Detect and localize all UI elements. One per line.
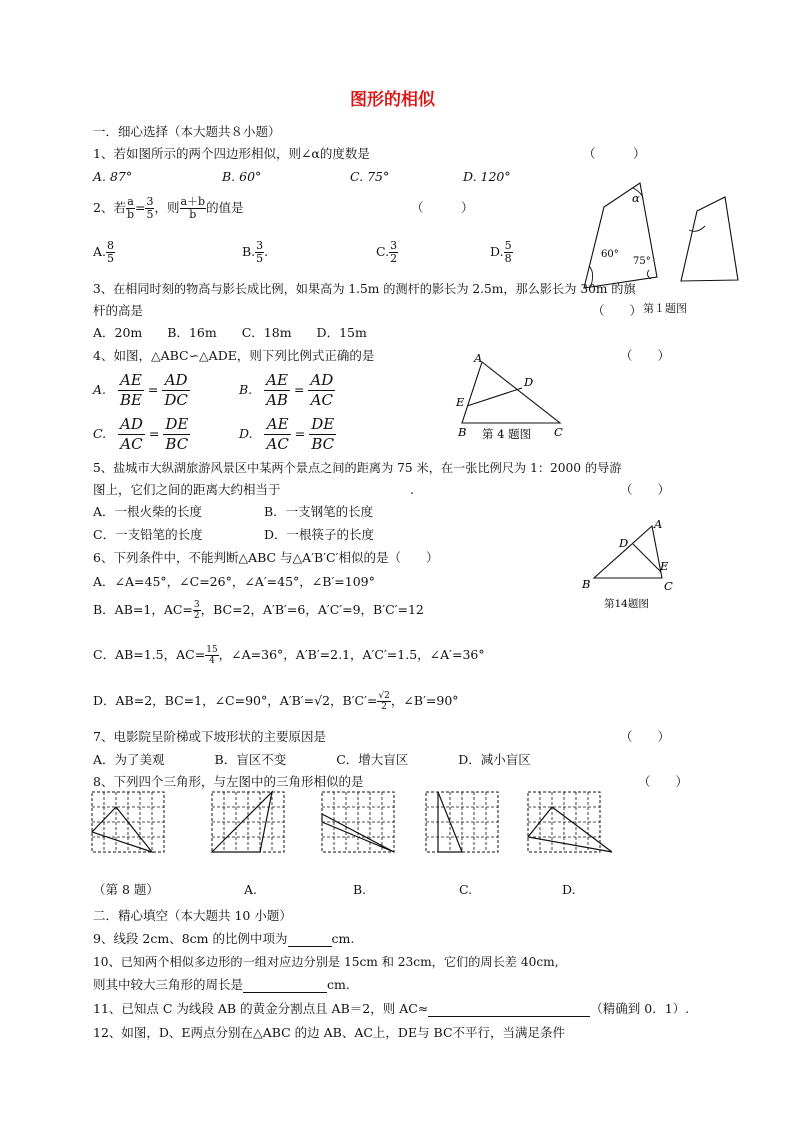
q4-option-d-eq: =	[294, 426, 306, 441]
q4-fig-label-a: A	[474, 351, 483, 365]
q6-option-c-den: 4	[209, 656, 215, 666]
q2-option-a	[93, 237, 115, 267]
q4-fig-label-e: E	[456, 395, 465, 409]
q9-blank[interactable]	[288, 932, 332, 947]
q6-option-c-post: ，∠A=36°，A′B′=2.1，A′C′=1.5，∠A′=36°	[218, 647, 485, 662]
q4-c-left-den: AC	[120, 435, 143, 453]
q8-grid-d	[528, 792, 612, 852]
q4-option-c-label: C.	[93, 426, 107, 441]
q7-answer-bracket: （ ）	[620, 729, 671, 744]
q2-option-a-frac	[106, 240, 115, 265]
q4-option-a-label: A.	[93, 382, 107, 397]
q8-caption-c: C.	[459, 882, 473, 897]
q1-fig-alpha: α	[632, 191, 640, 205]
q8-caption-a: A.	[244, 882, 258, 897]
q10-pre: 则其中较大三角形的周长是	[93, 977, 244, 992]
q3-options: A．20m B．16m C．18m D．15m	[93, 325, 367, 340]
q2-option-a-den: 5	[107, 252, 115, 265]
q7-options: A．为了美观 B．盲区不变 C．增大盲区 D．减小盲区	[93, 752, 531, 767]
q6-option-b	[93, 596, 424, 624]
q4-option-d-left	[264, 415, 290, 454]
q2-option-d-den: 8	[504, 252, 512, 265]
q6-triangle-abc	[594, 526, 662, 578]
q4-a-right-den: DC	[164, 391, 188, 409]
q9-pre: 9、线段 2cm、8cm 的比例中项为	[93, 931, 288, 946]
q4-d-right-num: DE	[311, 415, 335, 433]
q2-frac-ab	[126, 196, 135, 221]
q2-suffix: 的值是	[206, 200, 244, 215]
q2-frac-apb-den: b	[189, 208, 197, 221]
q8-triangle-d	[528, 807, 612, 852]
q1-option-b: B. 60°	[222, 169, 262, 184]
q4-option-d-label: D.	[239, 426, 253, 441]
q4-segment-de	[467, 388, 522, 406]
q8-grid-reference	[92, 792, 164, 852]
q4-a-left-den: BE	[119, 391, 142, 409]
q6-option-d-pre: D．AB=2，BC=1，∠C=90°，A′B′=	[93, 693, 315, 708]
q2-option-c-label: C.	[376, 244, 390, 259]
q6-option-c	[93, 641, 485, 669]
q4-c-right-den: BC	[165, 435, 189, 453]
q8-answer-bracket: （ ）	[638, 774, 689, 789]
q2-option-b-den: 5	[256, 252, 264, 265]
q6-figure	[578, 514, 688, 614]
q10-line2	[93, 977, 350, 993]
q2-option-b-dot: .	[264, 244, 269, 259]
q1-fig-60: 60°	[601, 249, 619, 260]
q1-quadrilateral-large	[584, 183, 657, 288]
q4-option-b-left	[264, 371, 290, 410]
q4-option-c-right	[163, 415, 190, 454]
q6-option-b-frac	[193, 600, 201, 621]
q6-stem: 6、下列条件中，不能判断△ABC 与△A′B′C′相似的是（ ）	[93, 550, 439, 565]
q2-option-c-num: 3	[390, 239, 398, 252]
q1-option-a: A. 87°	[93, 169, 133, 184]
q1-stem: 1、若如图所示的两个四边形相似，则∠α的度数是	[93, 146, 370, 161]
q8-grid-c	[426, 792, 498, 852]
q10-blank[interactable]	[243, 978, 327, 993]
q6-fig-label-e: E	[660, 559, 669, 573]
q9-post: cm.	[331, 931, 355, 946]
q4-figure	[450, 348, 580, 443]
q1-figure-caption: 第１题图	[643, 302, 687, 315]
q2-option-c-den: 2	[390, 252, 398, 265]
q2-option-b	[242, 237, 268, 267]
q2-option-d	[490, 237, 513, 267]
q1-answer-bracket: （ ）	[583, 146, 646, 161]
q5-option-d: D．一根筷子的长度	[264, 527, 375, 542]
q4-option-b	[239, 370, 335, 410]
q2-option-a-label: A.	[93, 244, 107, 259]
q7-stem: 7、电影院呈阶梯或下坡形状的主要原因是	[93, 729, 326, 744]
q6-option-d-mid: ，B′C′=	[330, 693, 378, 708]
q4-option-c-left	[118, 415, 145, 454]
q10-post: cm.	[327, 977, 350, 992]
q4-fig-label-d: D	[524, 375, 534, 389]
q4-option-c	[93, 414, 190, 454]
q4-figure-caption: 第 4 题图	[482, 427, 532, 441]
q6-option-d	[93, 687, 459, 715]
q4-fig-label-b: B	[458, 425, 467, 439]
q4-option-d	[239, 414, 336, 454]
q8-stem: 8、下列四个三角形，与左图中的三角形相似的是	[93, 774, 364, 789]
q6-option-c-num: 15	[206, 645, 218, 655]
q4-d-left-num: AE	[264, 415, 290, 435]
q2-option-b-num: 3	[256, 239, 264, 252]
q6-option-d-den: 2	[381, 702, 388, 712]
q6-figure-caption: 第14题图	[604, 598, 649, 610]
q2-option-d-frac	[504, 240, 513, 265]
q12-line: 12、如图，D、E两点分别在△ABC 的边 AB、AC上，DE与 BC不平行，当满足条件	[93, 1025, 566, 1040]
q8-grids	[90, 790, 620, 858]
q4-b-left-num: AE	[264, 371, 290, 391]
q6-option-b-post: ，BC=2，A′B′=6，A′C′=9，B′C′=12	[200, 602, 424, 617]
q4-b-right-den: AC	[310, 391, 333, 409]
q4-answer-bracket: （ ）	[620, 348, 671, 363]
q4-b-right-num: AD	[310, 371, 334, 389]
q4-option-b-eq: =	[293, 382, 305, 397]
q4-triangle-abc	[462, 362, 560, 423]
q4-option-d-right	[309, 415, 336, 454]
q2-frac-apb	[180, 196, 207, 221]
q8-grid-a	[212, 792, 284, 852]
q6-option-a: A．∠A=45°，∠C=26°，∠A′=45°，∠B′=109°	[93, 574, 375, 589]
q2-then: ，则	[154, 200, 180, 215]
q2-prefix: 2、若	[93, 200, 126, 215]
q8-caption-reference: （第 8 题）	[93, 882, 159, 897]
q4-a-left-num: AE	[118, 371, 144, 391]
q1-fig-75: 75°	[633, 256, 651, 267]
q4-option-b-right	[308, 371, 335, 410]
q4-option-a-left	[118, 371, 144, 410]
page-title: 图形的相似	[350, 90, 435, 110]
q4-stem: 4、如图，△ABC∽△ADE，则下列比例式正确的是	[93, 348, 375, 363]
q2-answer-bracket: （ ）	[411, 200, 474, 215]
q5-answer-bracket: （ ）	[620, 482, 671, 497]
q11-post: （精确到 0．1）.	[590, 1001, 690, 1016]
q6-option-d-num: √2	[378, 691, 390, 701]
q2-option-d-label: D.	[490, 244, 504, 259]
q3-answer-bracket: （ ）	[592, 303, 643, 318]
q11-pre: 11、已知点 C 为线段 AB 的黄金分割点且 AB＝2，则 AC≈	[93, 1001, 429, 1016]
q6-option-c-pre: C．AB=1.5，AC=	[93, 647, 206, 662]
q4-c-right-num: DE	[165, 415, 189, 433]
q4-c-left-num: AD	[120, 415, 143, 433]
q2-option-b-frac	[255, 240, 264, 265]
q6-fig-label-b: B	[582, 577, 591, 591]
q1-option-c: C. 75°	[350, 169, 390, 184]
q4-option-c-eq: =	[148, 426, 160, 441]
q1-small-angle-arc	[689, 226, 705, 231]
q4-option-b-label: B.	[239, 382, 253, 397]
q2-option-c-frac	[389, 240, 398, 265]
q6-fig-label-d: D	[619, 536, 629, 550]
q5-option-b: B．一支钢笔的长度	[264, 504, 374, 519]
q11-line	[93, 1001, 689, 1017]
q6-option-d-post: ，∠B′=90°	[390, 693, 459, 708]
q4-option-a	[93, 370, 190, 410]
q8-caption-b: B.	[353, 882, 367, 897]
q5-dot: .	[410, 482, 414, 497]
q3-line2: 杆的高是	[93, 303, 144, 318]
q8-triangle-reference	[92, 807, 152, 852]
q6-option-b-den: 2	[193, 611, 200, 621]
q4-d-right-den: BC	[311, 435, 335, 453]
q6-fig-label-a: A	[654, 517, 663, 531]
q9-line	[93, 931, 354, 947]
q4-a-right-num: AD	[162, 371, 190, 391]
q2-option-c	[376, 237, 398, 267]
q4-d-left-den: AC	[266, 435, 289, 453]
q5-line2: 图上，它们之间的距离大约相当于	[93, 482, 281, 497]
q2-frac-35-den: 5	[146, 208, 154, 221]
q2-frac-35-num: 3	[146, 195, 154, 208]
q6-option-d-sqrt: √2	[314, 693, 331, 708]
section1-header: 一．细心选择（本大题共８小题）	[93, 124, 281, 139]
q2-option-b-label: B.	[242, 244, 256, 259]
q2-frac-apb-num: a＋b	[180, 195, 206, 208]
q2-frac-ab-den: b	[126, 208, 134, 221]
q11-blank[interactable]	[428, 1002, 590, 1017]
q2-option-a-num: 8	[107, 239, 115, 252]
q4-option-a-eq: =	[147, 382, 159, 397]
q2-option-d-num: 5	[504, 239, 512, 252]
q6-option-b-num: 3	[193, 600, 200, 610]
q2-frac-ab-num: a	[127, 195, 134, 208]
q4-option-a-right	[162, 371, 190, 410]
q3-line1: 3、在相同时刻的物高与影长成比例，如果高为 1.5m 的测杆的影长为 2.5m，那么影长为 30m 的旗	[93, 282, 636, 296]
q1-quadrilateral-small	[681, 197, 738, 281]
q5-option-a: A．一根火柴的长度	[93, 504, 203, 519]
q2-eq: =	[135, 200, 146, 215]
q10-line1: 10、已知两个相似多边形的一组对应边分别是 15cm 和 23cm，它们的周长差 40cm,	[93, 955, 559, 969]
q5-option-c: C．一支铅笔的长度	[93, 527, 203, 542]
q6-option-c-frac	[205, 645, 218, 666]
q4-b-left-den: AB	[266, 391, 288, 409]
q2-stem	[93, 194, 244, 222]
q6-option-d-frac	[377, 691, 390, 712]
q8-grid-b	[322, 792, 394, 852]
q4-fig-label-c: C	[554, 425, 563, 439]
q6-fig-label-c: C	[664, 579, 673, 593]
section2-header: 二．精心填空（本大题共 10 小题）	[93, 908, 292, 923]
q1-option-d: D. 120°	[463, 169, 511, 184]
q6-option-b-pre: B．AB=1，AC=	[93, 602, 193, 617]
q8-caption-d: D.	[562, 882, 576, 897]
q5-line1: 5、盐城市大纵湖旅游风景区中某两个景点之间的距离为 75 米，在一张比例尺为 1：2000 的导游	[93, 461, 622, 475]
